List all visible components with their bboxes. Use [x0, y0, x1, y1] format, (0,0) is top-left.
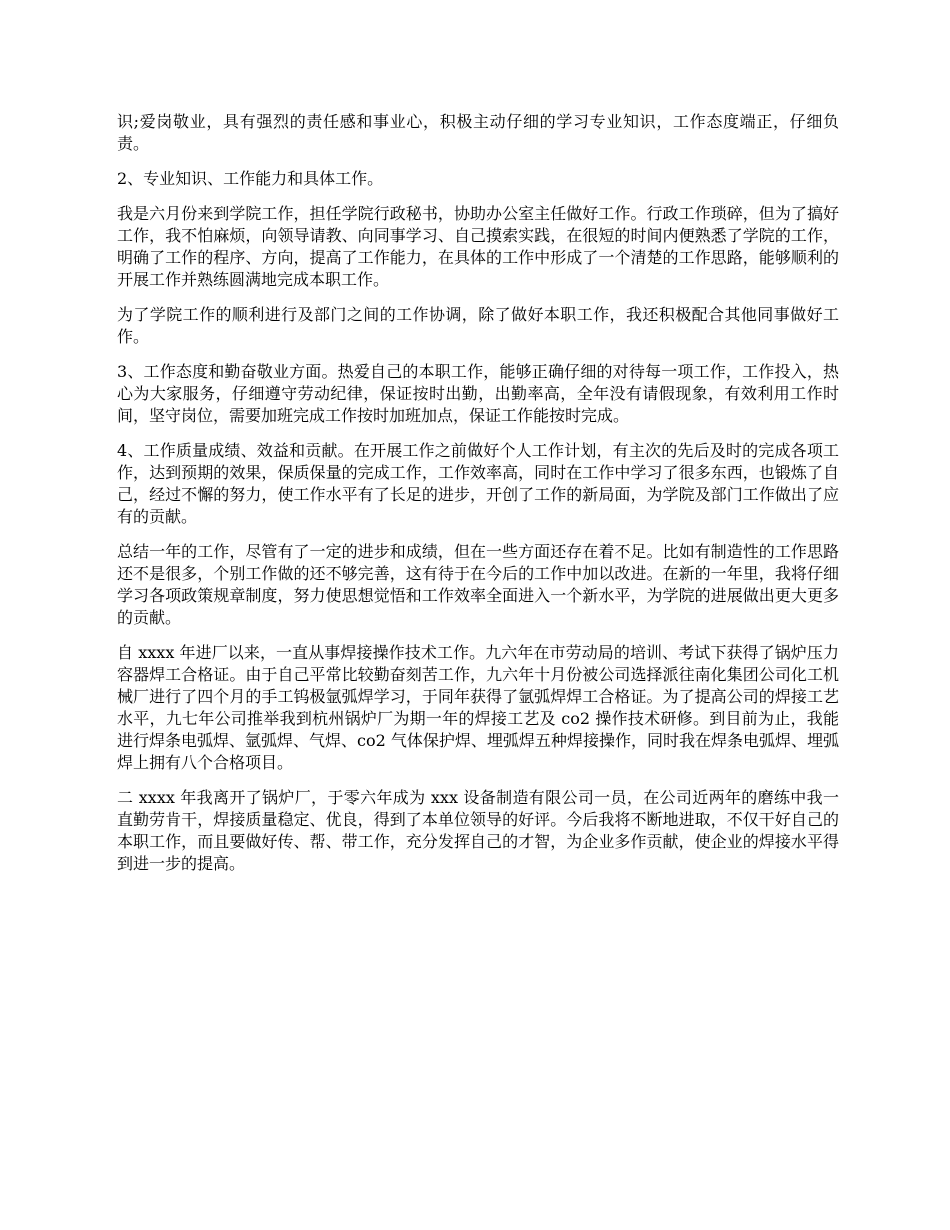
paragraph-3: 我是六月份来到学院工作，担任学院行政秘书，协助办公室主任做好工作。行政工作琐碎，但为了搞好工作，我不怕麻烦，向领导请教、向同事学习、自己摸索实践，在很短的时间内便熟悉了学院的工作，明确了工作的程序、方向，提高了工作能力，在具体的工作中形成了一个清楚的工作思路，能够顺利的开展工作并熟练圆满地完成本职工作。 — [117, 204, 839, 289]
paragraph-9: 二 xxxx 年我离开了锅炉厂，于零六年成为 xxx 设备制造有限公司一员，在公司近两年的磨练中我一直勤劳肯干，焊接质量稳定、优良，得到了本单位领导的好评。今后我将不断地进取，不仅干好自己的本职工作，而且要做好传、帮、带工作，充分发挥自己的才智，为企业多作贡献，使企业的焊接水平得到进一步的提高。 — [117, 788, 839, 873]
paragraph-6: 4、工作质量成绩、效益和贡献。在开展工作之前做好个人工作计划，有主次的先后及时的完成各项工作，达到预期的效果，保质保量的完成工作，工作效率高，同时在工作中学习了很多东西，也锻炼了自己，经过不懈的努力，使工作水平有了长足的进步，开创了工作的新局面，为学院及部门工作做出了应有的贡献。 — [117, 441, 839, 526]
paragraph-8: 自 xxxx 年进厂以来，一直从事焊接操作技术工作。九六年在市劳动局的培训、考试下获得了锅炉压力容器焊工合格证。由于自己平常比较勤奋刻苦工作，九六年十月份被公司选择派往南化集团公司化工机械厂进行了四个月的手工钨极氩弧焊学习，于同年获得了氩弧焊焊工合格证。为了提高公司的焊接工艺水平，九七年公司推举我到杭州锅炉厂为期一年的焊接工艺及 co2 操作技术研修。到目前为止，我能进行焊条电弧焊、氩弧焊、气焊、co2 气体保护焊、埋弧焊五种焊接操作，同时我在焊条电弧焊、埋弧焊上拥有八个合格项目。 — [117, 643, 839, 772]
paragraph-2: 2、专业知识、工作能力和具体工作。 — [117, 169, 384, 188]
paragraph-5: 3、工作态度和勤奋敬业方面。热爱自己的本职工作，能够正确仔细的对待每一项工作，工作投入，热心为大家服务，仔细遵守劳动纪律，保证按时出勤，出勤率高，全年没有请假现象，有效利用工作时间，坚守岗位，需要加班完成工作按时加班加点，保证工作能按时完成。 — [117, 362, 839, 425]
paragraph-7: 总结一年的工作，尽管有了一定的进步和成绩，但在一些方面还存在着不足。比如有制造性的工作思路还不是很多，个别工作做的还不够完善，这有待于在今后的工作中加以改进。在新的一年里，我将仔细学习各项政策规章制度，努力使思想觉悟和工作效率全面进入一个新水平，为学院的进展做出更大更多的贡献。 — [117, 542, 839, 627]
paragraph-1: 识;爱岗敬业，具有强烈的责任感和事业心，积极主动仔细的学习专业知识，工作态度端正，仔细负责。 — [117, 112, 839, 153]
paragraph-4: 为了学院工作的顺利进行及部门之间的工作协调，除了做好本职工作，我还积极配合其他同事做好工作。 — [117, 305, 839, 346]
document-page — [117, 111, 839, 888]
